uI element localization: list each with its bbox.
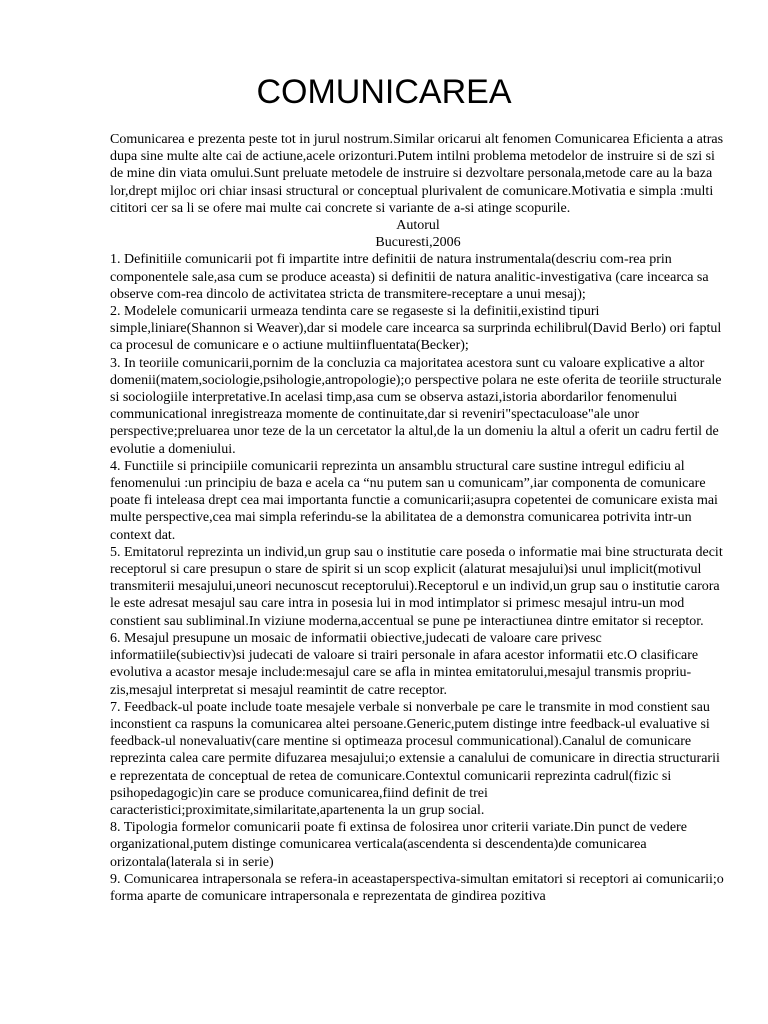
numbered-paragraph-8: 8. Tipologia formelor comunicarii poate fi extinsa de folosirea unor criterii variate.Din punct de vedere organizational,putem distinge comunicarea verticala(ascendenta si descendenta)de comunicarea orizontala(laterala si in serie) bbox=[110, 820, 687, 870]
numbered-paragraph-4: 4. Functiile si principiile comunicarii reprezinta un ansamblu structural care sustine intregul edificiu al fenomenului :un principiu de baza e acela ca “nu putem san u comunicam”,iar componenta de comunicare poate fi inteleasa drept cea mai importanta functie a comunicarii;asupra copetentei de comunicare exista mai multe perspective,cea mai simpla referindu-se la abilitatea de a demonstra comunicarea potrivita intr-un context dat. bbox=[110, 458, 718, 543]
numbered-paragraph-3: 3. In teoriile comunicarii,pornim de la concluzia ca majoritatea acestora sunt cu valoare explicative a altor domenii(matem,sociologie,psihologie,antropologie);o perspective polara ne este oferita de teoriile structurale si sociologiile interpretative.In acelasi timp,asa cum se observa astazi,istoria abordarilor fenomenului communicational inregistreaza momente de continuitate,dar si reveniri"spectaculoase"ale unor perspective;preluarea unor teze de la un cercetator la altul,de la un domeniu la altul a oferit un cadru fertil de evolutie a domeniului. bbox=[110, 355, 722, 457]
numbered-paragraph-9: 9. Comunicarea intrapersonala se refera-in aceastaperspectiva-simultan emitatori si receptori ai comunicarii;o forma aparte de comunicare intrapersonala e reprezentata de gindirea pozitiva bbox=[110, 871, 724, 904]
page-title: COMUNICAREA bbox=[256, 73, 512, 111]
intro-paragraph: Comunicarea e prezenta peste tot in jurul nostrum.Similar oricarui alt fenomen Comunicarea Eficienta a atras dupa sine multe alte cai de actiune,acele orizonturi.Putem intilni problema metodelor de instruire si de szi si de mine din viata omului.Sunt preluate metodele de instruire si dezvoltare personala,metode care au la baza lor,drept mijloc ori chiar insasi structural or conceptual plurivalent de comunicare.Motivatia e simpla :multi cititori cer sa li se ofere mai multe cai concrete si variante de a-si atinge scopurile. bbox=[110, 132, 724, 216]
numbered-paragraph-6: 6. Mesajul presupune un mosaic de informatii obiective,judecati de valoare care privesc informatiile(subiectiv)si judecati de valoare si trairi personale in afara acestor informatii etc.O clasificare evolutiva a acastor mesaje include:mesajul care se afla in mintea emitatorului,mesajul transmis propriu-zis,mesajul interpretat si mesajul reamintit de catre receptor. bbox=[110, 630, 699, 698]
numbered-paragraph-2: 2. Modelele comunicarii urmeaza tendinta care se regaseste si la definitii,existind tipuri simple,liniare(Shannon si Weaver),dar si modele care incearca sa surprinda echilibrul(David Berlo) ori faptul ca procesul de comunicare e o actiune multiinfluentata(Becker); bbox=[110, 304, 722, 354]
place-date-line: Bucuresti,2006 bbox=[375, 235, 461, 251]
numbered-paragraph-5: 5. Emitatorul reprezinta un individ,un grup sau o institutie care poseda o informatie mai bine structurata decit receptorul si care presupun o stare de spirit si un scop explicit (alaturat mesajului)si unul implicit(motivul transmiterii mesajului,uneori necunoscut receptorului).Receptorul e un individ,un grup sau o institutie carora le este adresat mesajul sau care intra in posesia lui in mod intimplator si primesc mesajul intru-un mod constient sau subliminal.In viziune moderna,accentual se pune pe interactiunea dintre emitator si receptor. bbox=[110, 544, 723, 629]
document-body bbox=[110, 131, 726, 905]
numbered-paragraph-7: 7. Feedback-ul poate include toate mesajele verbale si nonverbale pe care le transmite in mod constient sau inconstient ca raspuns la comunicarea altei persoane.Generic,putem distinge intre feedback-ul evaluative si feedback-ul nonevaluativ(care mentine si optimeaza procesul communicational).Canalul de comunicare reprezinta calea care permite difuzarea mesajului;o extensie a canalului de comunicare in directia structurarii e reprezentata de conceptual de retea de comunicare.Contextul comunicarii reprezinta cadrul(fizic si psihopedagogic)in care se produce comunicarea,fiind definit de trei caracteristici;proximitate,similaritate,apartenenta la un grup social. bbox=[110, 699, 720, 818]
numbered-paragraph-1: 1. Definitiile comunicarii pot fi impartite intre definitii de natura instrumentala(descriu com-rea prin componentele sale,asa cum se produce aceasta) si definitii de natura analitic-investigativa (care incearca sa observe com-rea dincolo de activitatea stricta de transmitere-receptare a unui mesaj); bbox=[110, 252, 709, 302]
author-line: Autorul bbox=[396, 218, 440, 234]
